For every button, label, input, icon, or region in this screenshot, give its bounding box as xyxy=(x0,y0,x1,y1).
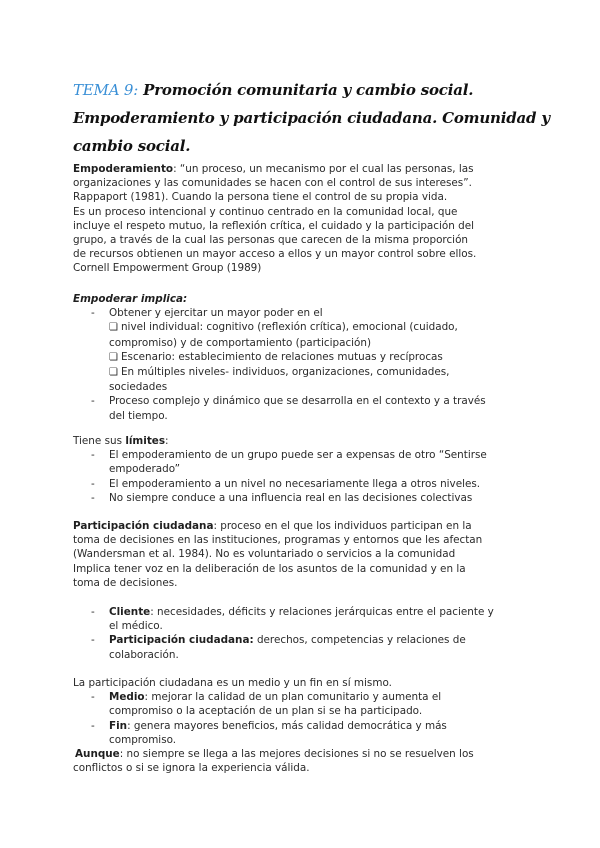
participacion-ciudadana-term: Participación ciudadana: xyxy=(109,634,254,647)
text-line: organizaciones y las comunidades se hacen con el control de sus intereses”. xyxy=(73,177,472,190)
text-line: : no siempre se llega a las mejores decisiones si no se resuelven los xyxy=(119,748,474,761)
text-line: conflictos o si se ignora la experiencia válida. xyxy=(73,762,310,775)
empoderar-heading: Empoderar implica: xyxy=(73,293,188,305)
page-title xyxy=(73,76,553,160)
text-line: : “un proceso, un mecanismo por el cual las personas, las xyxy=(173,163,474,175)
list-item xyxy=(91,477,543,491)
text-line: : mejorar la calidad de un plan comunitario y aumenta el xyxy=(144,691,442,704)
title-tema: TEMA 9: xyxy=(73,81,139,99)
text-line: : genera mayores beneficios, más calidad democrática y más xyxy=(127,719,447,732)
text-line: Rappaport (1981). Cuando la persona tiene el control de su propia vida. xyxy=(73,191,448,204)
limites-list xyxy=(73,448,543,505)
empoderamiento-paragraph xyxy=(73,162,543,276)
list-item xyxy=(91,690,543,718)
text-line: de recursos obtienen un mayor acceso a ellos y un mayor control sobre ellos. xyxy=(73,248,477,261)
medio-fin-list xyxy=(73,690,543,747)
text-line: : necesidades, déficits y relaciones jerárquicas entre el paciente y xyxy=(150,606,494,618)
text-line: del tiempo. xyxy=(109,409,168,422)
text-line: Implica tener voz en la deliberación de los asuntos de la comunidad y en la xyxy=(73,562,466,575)
participacion-paragraph xyxy=(73,519,543,590)
text-line: - Obtener y ejercitar un mayor poder en el xyxy=(109,307,323,320)
empoderar-section xyxy=(73,292,543,423)
text-line: : proceso en el que los individuos participan en la xyxy=(213,520,472,532)
list-item xyxy=(91,605,543,633)
text-line: : xyxy=(165,435,169,447)
medio-fin-section xyxy=(73,676,543,775)
text-line: Cornell Empowerment Group (1989) xyxy=(73,262,262,275)
text-line: compromiso. xyxy=(109,733,177,746)
checkbox-icon: ❏ xyxy=(109,367,118,379)
text-line: colaboración. xyxy=(109,648,179,661)
text-line: - No siempre conduce a una influencia real en las decisiones colectivas xyxy=(109,491,473,504)
medio-term: Medio xyxy=(109,691,145,704)
relaciones-list xyxy=(73,605,543,662)
limites-section xyxy=(73,434,543,505)
text-line: el médico. xyxy=(109,620,163,633)
empoderamiento-term: Empoderamiento xyxy=(73,163,174,175)
aunque-term: Aunque xyxy=(75,748,120,761)
text-line: compromiso) y de comportamiento (participación) xyxy=(109,336,372,349)
cliente-term: Cliente xyxy=(109,606,151,618)
text-line: derechos, competencias y relaciones de xyxy=(253,634,466,647)
text-line: - El empoderamiento a un nivel no necesariamente llega a otros niveles. xyxy=(109,477,481,490)
list-item xyxy=(91,448,543,476)
list-item xyxy=(91,306,543,394)
fin-term: Fin xyxy=(109,719,128,732)
text-line: toma de decisiones. xyxy=(73,576,178,589)
list-item xyxy=(91,491,543,505)
relaciones-section xyxy=(73,605,543,662)
checkbox-icon: ❏ xyxy=(109,322,118,334)
text-line: Es un proceso intencional y continuo centrado en la comunidad local, que xyxy=(73,205,458,218)
text-line: nivel individual: cognitivo (reflexión crítica), emocional (cuidado, xyxy=(120,321,458,334)
title-text: Promoción comunitaria y cambio social. Empoderamiento y participación ciudadana. Comunidad y cambio social. xyxy=(73,81,550,155)
list-item xyxy=(91,719,543,747)
text-line: toma de decisiones en las instituciones, programas y entornos que les afectan xyxy=(73,534,483,547)
text-line: Tiene sus xyxy=(73,435,126,447)
text-line: incluye el respeto mutuo, la reflexión crítica, el cuidado y la participación del xyxy=(73,219,475,232)
text-line: sociedades xyxy=(109,381,168,394)
text-line: - Proceso complejo y dinámico que se desarrolla en el contexto y a través xyxy=(109,395,486,408)
list-item xyxy=(91,633,543,661)
text-line: - El empoderamiento de un grupo puede ser a expensas de otro “Sentirse xyxy=(109,449,487,462)
list-item xyxy=(91,394,543,422)
checkbox-icon: ❏ xyxy=(109,351,118,363)
text-line: grupo, a través de la cual las personas que carecen de la misma proporción xyxy=(73,234,469,247)
text-line: compromiso o la aceptación de un plan si se ha participado. xyxy=(109,705,423,718)
text-line: En múltiples niveles- individuos, organizaciones, comunidades, xyxy=(120,366,450,379)
text-line: Escenario: establecimiento de relaciones mutuas y recíprocas xyxy=(120,350,443,363)
limites-term: límites xyxy=(125,435,166,447)
empoderar-list xyxy=(73,306,543,423)
text-line: (Wandersman et al. 1984). No es voluntariado o servicios a la comunidad xyxy=(73,548,456,561)
text-line: La participación ciudadana es un medio y un fin en sí mismo. xyxy=(73,677,392,689)
participacion-term: Participación ciudadana xyxy=(73,520,214,532)
text-line: empoderado” xyxy=(109,463,181,476)
